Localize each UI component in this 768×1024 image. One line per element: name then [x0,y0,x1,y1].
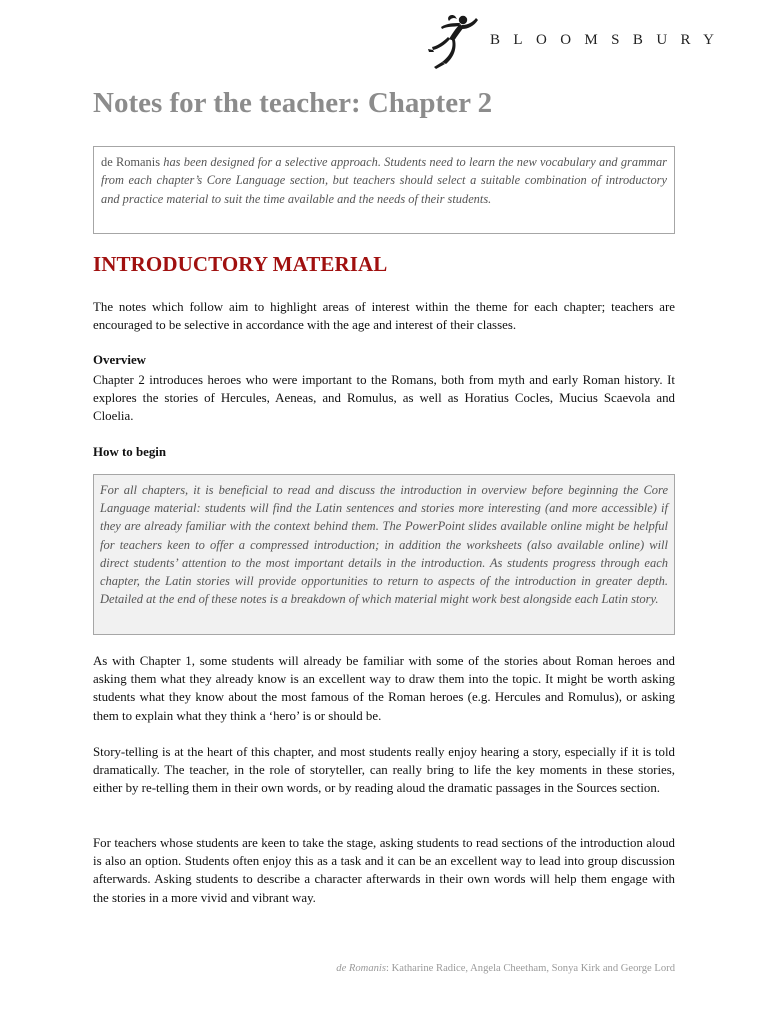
how-to-begin-note-box: For all chapters, it is beneficial to read and discuss the introduction in overview before beginning the Core Language material: students will find the Latin sentences and stories more interesting (and more accessible) if they are already familiar with the context behind them. The PowerPoint slides available online might be helpful for teachers keen to offer a compressed introduction; in addition the worksheets (also available online) will direct students’ attention to the most important details in the introduction. As students progress through each chapter, the Latin stories will provide opportunities to return to aspects of the introduction in greater depth. Detailed at the end of these notes is a breakdown of which material might work best alongside each Latin story. [93,474,675,635]
stage-paragraph: For teachers whose students are keen to take the stage, asking students to read sections of the introduction aloud is also an option. Students often enjoy this as a task and it can be an excellent way to lead into group discussion afterwards. Asking students to describe a character afterwards in their own words will help them engage with the stories in a more vivid and vibrant way. [93,836,675,905]
section-heading: INTRODUCTORY MATERIAL [93,252,388,276]
page-title: Notes for the teacher: Chapter 2 [93,87,493,119]
intro-note-box [93,146,675,234]
overview-paragraph: Chapter 2 introduces heroes who were important to the Romans, both from myth and early Roman history. It explores the stories of Hercules, Aeneas, and Romulus, as well as Horatius Cocles, Mucius Scaevola and Cloelia. [93,373,675,424]
how-to-begin-heading: How to begin [93,445,167,459]
book-title: de Romanis [101,155,161,169]
intro-note-text: has been designed for a selective approach. Students need to learn the new vocabulary and grammar from each chapter’s Core Language section, but teachers should select a suitable combination of introductory and practice material to suit the time available and the needs of their students. [101,155,667,206]
footer-book-title: de Romanis [336,963,386,974]
publisher-logo [424,12,764,74]
page-footer [336,963,675,974]
overview-heading: Overview [93,353,146,367]
storytelling-paragraph: Story-telling is at the heart of this chapter, and most students really enjoy hearing a story, especially if it is told dramatically. The teacher, in the role of storyteller, can really bring to life the key moments in these stories, either by re-telling them in their own words, or by reading aloud the dramatic passages in the Sources section. [93,745,675,796]
leaping-figure-icon [424,12,484,72]
publisher-name: BLOOMSBURY [490,32,728,48]
footer-authors: : Katharine Radice, Angela Cheetham, Sonya Kirk and George Lord [386,963,675,974]
intro-paragraph: The notes which follow aim to highlight areas of interest within the theme for each chapter; teachers are encouraged to be selective in accordance with the age and interest of their classes. [93,300,675,333]
chapter1-paragraph: As with Chapter 1, some students will already be familiar with some of the stories about Roman heroes and asking them what they already know is an excellent way to draw them into the topic. It might be worth asking students what they know about the most famous of the Roman heroes (e.g. Hercules and Romulus), or asking them to explain what they think a ‘hero’ is or should be. [93,654,675,723]
